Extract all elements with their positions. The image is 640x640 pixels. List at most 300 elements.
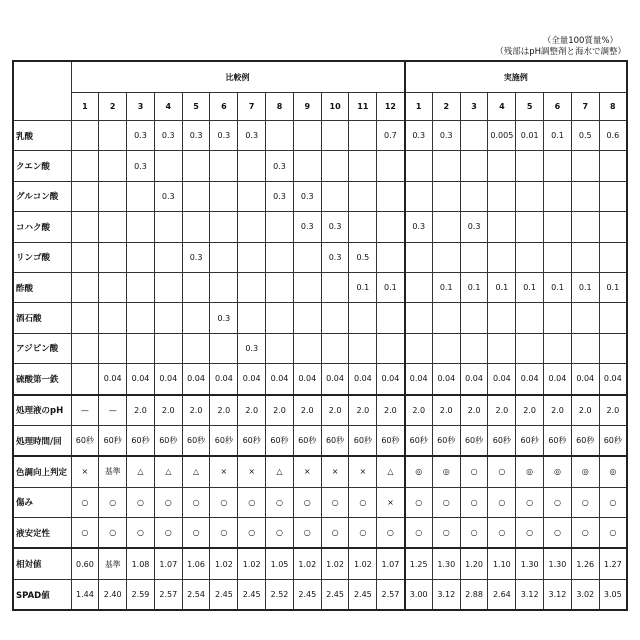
table-cell: ○ — [321, 518, 349, 549]
table-cell: 0.04 — [266, 364, 294, 395]
table-cell: 60秒 — [571, 425, 599, 456]
table-cell — [460, 303, 488, 333]
table-cell: 0.3 — [293, 181, 321, 211]
row-label: 相対値 — [13, 548, 71, 579]
table-cell — [460, 242, 488, 272]
table-cell: 3.12 — [516, 579, 544, 610]
table-cell: 0.3 — [266, 151, 294, 181]
table-cell — [127, 212, 155, 242]
table-cell — [210, 272, 238, 302]
table-cell — [571, 212, 599, 242]
table-cell: 2.0 — [571, 395, 599, 426]
table-cell: 0.04 — [154, 364, 182, 395]
table-cell — [488, 303, 516, 333]
table-cell — [182, 151, 210, 181]
table-cell: 0.04 — [460, 364, 488, 395]
table-cell: 60秒 — [182, 425, 210, 456]
table-cell: ◎ — [599, 456, 627, 487]
table-cell: 3.02 — [571, 579, 599, 610]
row-label: 傷み — [13, 487, 71, 517]
table-cell: 2.54 — [182, 579, 210, 610]
table-cell: 0.01 — [516, 121, 544, 151]
table-cell: 3.12 — [432, 579, 460, 610]
table-cell: 0.04 — [293, 364, 321, 395]
table-row — [13, 181, 627, 211]
table-cell: 60秒 — [544, 425, 572, 456]
table-cell: 2.0 — [599, 395, 627, 426]
table-cell — [182, 303, 210, 333]
table-row — [13, 212, 627, 242]
table-cell — [293, 121, 321, 151]
table-cell — [432, 151, 460, 181]
table-cell: △ — [182, 456, 210, 487]
table-cell: 0.3 — [293, 212, 321, 242]
table-cell — [266, 121, 294, 151]
table-row — [13, 518, 627, 549]
table-cell: 1.02 — [321, 548, 349, 579]
table-cell: 2.0 — [349, 395, 377, 426]
comparative-header: 比較例 — [71, 61, 405, 93]
table-cell: 1.10 — [488, 548, 516, 579]
table-cell: 0.1 — [544, 272, 572, 302]
column-number: 9 — [293, 93, 321, 121]
table-cell: 2.0 — [432, 395, 460, 426]
table-cell: ○ — [127, 487, 155, 517]
table-cell — [321, 151, 349, 181]
note-total: （全量100質量%） — [543, 34, 618, 46]
row-label: 酒石酸 — [13, 303, 71, 333]
row-label: クエン酸 — [13, 151, 71, 181]
table-cell: ◎ — [516, 456, 544, 487]
table-cell: 60秒 — [266, 425, 294, 456]
table-cell: 0.04 — [349, 364, 377, 395]
table-cell — [71, 212, 99, 242]
table-cell — [349, 303, 377, 333]
table-cell: 2.0 — [154, 395, 182, 426]
table-cell: ○ — [516, 518, 544, 549]
table-cell — [293, 272, 321, 302]
table-cell — [127, 181, 155, 211]
table-cell — [154, 242, 182, 272]
table-cell — [516, 242, 544, 272]
table-cell — [266, 303, 294, 333]
row-label: リンゴ酸 — [13, 242, 71, 272]
table-cell: 0.3 — [321, 212, 349, 242]
table-cell: 1.07 — [154, 548, 182, 579]
table-cell — [599, 212, 627, 242]
table-cell: ○ — [488, 456, 516, 487]
table-cell: 0.3 — [210, 303, 238, 333]
table-cell: 1.08 — [127, 548, 155, 579]
table-cell — [71, 272, 99, 302]
table-row — [13, 425, 627, 456]
table-cell — [460, 121, 488, 151]
table-cell: 1.06 — [182, 548, 210, 579]
table-cell: ◎ — [405, 456, 433, 487]
table-cell: 60秒 — [488, 425, 516, 456]
table-cell: 3.12 — [544, 579, 572, 610]
table-cell — [154, 333, 182, 363]
table-cell: 60秒 — [516, 425, 544, 456]
table-cell — [349, 151, 377, 181]
table-cell: ○ — [154, 518, 182, 549]
table-cell — [71, 151, 99, 181]
table-row — [13, 242, 627, 272]
column-number: 10 — [321, 93, 349, 121]
table-cell: 0.3 — [182, 242, 210, 272]
column-number: 5 — [182, 93, 210, 121]
table-cell — [210, 242, 238, 272]
table-cell: 0.04 — [99, 364, 127, 395]
table-cell: ○ — [432, 518, 460, 549]
table-cell: ○ — [238, 487, 266, 517]
table-cell — [266, 212, 294, 242]
table-cell — [571, 242, 599, 272]
column-number: 6 — [210, 93, 238, 121]
table-cell: 60秒 — [99, 425, 127, 456]
row-label: 処理時間/回 — [13, 425, 71, 456]
table-cell: 0.6 — [599, 121, 627, 151]
table-cell — [154, 303, 182, 333]
header-group-row — [13, 61, 627, 93]
table-cell — [182, 333, 210, 363]
table-cell: 2.59 — [127, 579, 155, 610]
row-label: グルコン酸 — [13, 181, 71, 211]
table-row — [13, 272, 627, 302]
table-cell — [182, 212, 210, 242]
table-cell — [266, 242, 294, 272]
table-cell: 0.3 — [405, 121, 433, 151]
table-cell: 60秒 — [460, 425, 488, 456]
table-cell — [571, 333, 599, 363]
table-cell — [71, 364, 99, 395]
table-cell: ○ — [182, 518, 210, 549]
table-cell: 0.04 — [544, 364, 572, 395]
table-cell — [377, 242, 405, 272]
table-cell — [238, 212, 266, 242]
table-cell — [321, 121, 349, 151]
table-cell: 1.05 — [266, 548, 294, 579]
table-cell — [571, 303, 599, 333]
table-cell — [571, 181, 599, 211]
table-cell — [599, 303, 627, 333]
table-cell — [71, 303, 99, 333]
table-cell — [516, 181, 544, 211]
table-cell: 0.3 — [405, 212, 433, 242]
table-cell: 0.04 — [488, 364, 516, 395]
table-cell: ○ — [460, 456, 488, 487]
table-cell — [99, 121, 127, 151]
table-cell — [432, 333, 460, 363]
table-cell: 1.30 — [432, 548, 460, 579]
table-cell: 0.005 — [488, 121, 516, 151]
column-number: 2 — [99, 93, 127, 121]
table-cell: 60秒 — [154, 425, 182, 456]
table-row — [13, 548, 627, 579]
table-cell — [127, 333, 155, 363]
table-cell: △ — [154, 456, 182, 487]
table-cell — [154, 272, 182, 302]
table-cell — [544, 333, 572, 363]
table-cell — [544, 212, 572, 242]
table-cell — [377, 212, 405, 242]
table-cell: 2.0 — [266, 395, 294, 426]
table-cell: 0.3 — [154, 121, 182, 151]
table-cell: 0.1 — [599, 272, 627, 302]
table-cell — [377, 333, 405, 363]
row-label: コハク酸 — [13, 212, 71, 242]
table-cell: ◎ — [544, 456, 572, 487]
table-cell: 2.57 — [154, 579, 182, 610]
row-label: 酢酸 — [13, 272, 71, 302]
table-cell — [266, 333, 294, 363]
table-cell: 1.44 — [71, 579, 99, 610]
row-label: 液安定性 — [13, 518, 71, 549]
example-header: 実施例 — [405, 61, 627, 93]
table-cell: 2.45 — [321, 579, 349, 610]
table-cell — [321, 181, 349, 211]
table-cell: 0.3 — [321, 242, 349, 272]
table-cell: 0.60 — [71, 548, 99, 579]
table-cell — [238, 181, 266, 211]
table-cell: 2.0 — [321, 395, 349, 426]
column-number: 2 — [432, 93, 460, 121]
table-cell — [488, 212, 516, 242]
table-row — [13, 151, 627, 181]
table-cell — [349, 121, 377, 151]
table-cell — [321, 303, 349, 333]
column-number: 1 — [405, 93, 433, 121]
table-cell: 2.0 — [182, 395, 210, 426]
table-cell — [488, 242, 516, 272]
table-row — [13, 364, 627, 395]
table-cell — [432, 181, 460, 211]
column-number: 1 — [71, 93, 99, 121]
table-cell — [488, 151, 516, 181]
table-cell: 60秒 — [127, 425, 155, 456]
table-cell — [405, 181, 433, 211]
table-cell: 2.0 — [127, 395, 155, 426]
table-cell: × — [71, 456, 99, 487]
table-cell — [71, 242, 99, 272]
table-cell — [238, 272, 266, 302]
table-cell — [544, 151, 572, 181]
table-cell: 2.64 — [488, 579, 516, 610]
table-cell — [544, 181, 572, 211]
table-cell: ○ — [127, 518, 155, 549]
table-cell: 0.5 — [349, 242, 377, 272]
table-cell — [127, 272, 155, 302]
table-cell: ○ — [544, 518, 572, 549]
column-number: 11 — [349, 93, 377, 121]
table-cell: 60秒 — [377, 425, 405, 456]
table-cell — [210, 212, 238, 242]
table-cell: 1.20 — [460, 548, 488, 579]
table-cell: 1.27 — [599, 548, 627, 579]
table-cell: × — [238, 456, 266, 487]
table-cell — [516, 212, 544, 242]
table-cell — [432, 242, 460, 272]
table-cell: 1.02 — [349, 548, 377, 579]
table-cell: ○ — [210, 487, 238, 517]
table-cell: ○ — [405, 487, 433, 517]
table-cell: 0.1 — [460, 272, 488, 302]
table-cell — [349, 181, 377, 211]
table-cell: 0.3 — [238, 121, 266, 151]
table-cell: 2.0 — [405, 395, 433, 426]
table-cell: 0.04 — [238, 364, 266, 395]
table-cell: 2.0 — [516, 395, 544, 426]
table-cell: 60秒 — [432, 425, 460, 456]
table-cell: 2.45 — [238, 579, 266, 610]
corner-cell — [13, 61, 71, 121]
table-cell: 60秒 — [405, 425, 433, 456]
table-cell: 60秒 — [238, 425, 266, 456]
table-cell: 2.0 — [210, 395, 238, 426]
table-cell: ○ — [71, 487, 99, 517]
table-cell: 基準 — [99, 548, 127, 579]
table-cell: 0.3 — [432, 121, 460, 151]
table-cell: ○ — [349, 487, 377, 517]
table-cell — [266, 272, 294, 302]
table-cell: ◎ — [432, 456, 460, 487]
table-cell — [293, 151, 321, 181]
table-cell: ○ — [71, 518, 99, 549]
table-cell — [488, 333, 516, 363]
table-cell: 0.04 — [516, 364, 544, 395]
table-cell: 0.7 — [377, 121, 405, 151]
table-cell — [71, 333, 99, 363]
row-label: 色調向上判定 — [13, 456, 71, 487]
table-cell — [99, 272, 127, 302]
table-cell: × — [321, 456, 349, 487]
table-cell: 3.00 — [405, 579, 433, 610]
table-cell — [210, 333, 238, 363]
table-cell — [599, 333, 627, 363]
table-cell: 0.04 — [210, 364, 238, 395]
column-number: 4 — [154, 93, 182, 121]
table-cell: ○ — [599, 487, 627, 517]
table-cell: 0.3 — [127, 151, 155, 181]
table-cell: ○ — [460, 518, 488, 549]
column-number: 12 — [377, 93, 405, 121]
note-remainder: （残部はpH調整剤と海水で調整） — [495, 45, 626, 57]
table-cell: 2.45 — [293, 579, 321, 610]
table-cell — [293, 303, 321, 333]
table-cell — [544, 242, 572, 272]
table-cell — [99, 212, 127, 242]
table-cell: 0.04 — [599, 364, 627, 395]
table-cell: 0.1 — [488, 272, 516, 302]
table-cell — [405, 242, 433, 272]
table-cell: 60秒 — [293, 425, 321, 456]
header-number-row — [13, 93, 627, 121]
table-cell: ○ — [154, 487, 182, 517]
table-cell — [71, 121, 99, 151]
table-cell: 0.3 — [238, 333, 266, 363]
table-cell: 0.1 — [349, 272, 377, 302]
table-cell: 0.3 — [460, 212, 488, 242]
table-cell: 1.02 — [238, 548, 266, 579]
table-cell: ○ — [182, 487, 210, 517]
table-cell — [488, 181, 516, 211]
table-cell: 0.1 — [377, 272, 405, 302]
table-cell: ○ — [210, 518, 238, 549]
table-row — [13, 579, 627, 610]
table-cell: 2.52 — [266, 579, 294, 610]
table-cell — [377, 181, 405, 211]
table-cell — [99, 333, 127, 363]
table-cell: ○ — [488, 487, 516, 517]
table-cell: 0.04 — [182, 364, 210, 395]
table-cell — [544, 303, 572, 333]
table-cell: 0.04 — [377, 364, 405, 395]
table-cell: ○ — [293, 518, 321, 549]
table-cell: 2.0 — [488, 395, 516, 426]
table-cell: 0.1 — [571, 272, 599, 302]
table-cell: △ — [266, 456, 294, 487]
table-cell: 0.1 — [516, 272, 544, 302]
table-cell: — — [71, 395, 99, 426]
table-cell: 2.0 — [377, 395, 405, 426]
table-cell — [432, 212, 460, 242]
row-label: 乳酸 — [13, 121, 71, 151]
table-cell — [182, 181, 210, 211]
table-cell — [405, 303, 433, 333]
table-cell — [293, 333, 321, 363]
table-cell — [127, 303, 155, 333]
table-cell: 60秒 — [71, 425, 99, 456]
table-cell — [405, 333, 433, 363]
table-cell: 0.04 — [405, 364, 433, 395]
table-cell: ○ — [99, 518, 127, 549]
table-cell: 0.3 — [154, 181, 182, 211]
table-cell: 3.05 — [599, 579, 627, 610]
table-cell — [238, 151, 266, 181]
table-cell — [377, 303, 405, 333]
table-cell: 2.45 — [210, 579, 238, 610]
column-number: 5 — [516, 93, 544, 121]
table-cell: 0.3 — [266, 181, 294, 211]
table-cell — [460, 333, 488, 363]
table-cell: 0.3 — [210, 121, 238, 151]
table-cell — [71, 181, 99, 211]
table-cell: 2.57 — [377, 579, 405, 610]
table-cell: ○ — [488, 518, 516, 549]
table-cell: △ — [377, 456, 405, 487]
table-cell — [210, 181, 238, 211]
table-cell: ○ — [266, 518, 294, 549]
table-cell — [460, 181, 488, 211]
table-cell: 0.04 — [321, 364, 349, 395]
column-number: 6 — [544, 93, 572, 121]
table-cell — [321, 272, 349, 302]
table-row — [13, 303, 627, 333]
table-cell: 60秒 — [321, 425, 349, 456]
table-cell: 0.1 — [432, 272, 460, 302]
table-cell — [405, 272, 433, 302]
table-cell: 基準 — [99, 456, 127, 487]
column-number: 8 — [266, 93, 294, 121]
table-cell: 2.0 — [238, 395, 266, 426]
table-cell: 2.0 — [293, 395, 321, 426]
table-cell: ○ — [405, 518, 433, 549]
table-cell: 0.3 — [127, 121, 155, 151]
column-number: 3 — [127, 93, 155, 121]
table-cell: 1.30 — [516, 548, 544, 579]
table-cell: × — [377, 487, 405, 517]
table-cell: ○ — [516, 487, 544, 517]
